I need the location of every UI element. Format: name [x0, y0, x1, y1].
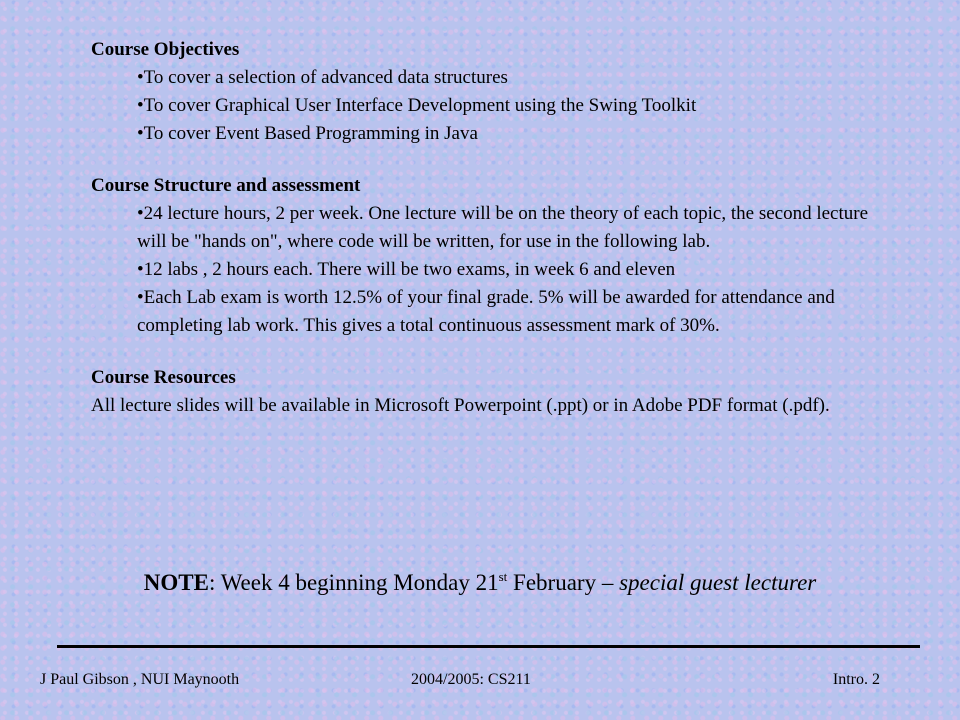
- list-item: •24 lecture hours, 2 per week. One lecture will be on the theory of each topic, the second lecture will be "hands on", where code will be written, for use in the following lab.: [137, 203, 869, 252]
- footer-course: 2004/2005: CS211: [411, 671, 531, 688]
- list-item: •To cover Event Based Programming in Java: [137, 123, 478, 144]
- spacer: [91, 340, 901, 364]
- footer-author: J Paul Gibson , NUI Maynooth: [40, 671, 240, 688]
- note-line: [0, 566, 960, 600]
- objectives-list: [91, 64, 901, 148]
- list-item: •To cover Graphical User Interface Development using the Swing Toolkit: [137, 95, 697, 116]
- footer-page: Intro. 2: [832, 671, 880, 688]
- structure-list: [91, 200, 901, 340]
- list-item: •Each Lab exam is worth 12.5% of your final grade. 5% will be awarded for attendance and completing lab work. This gives a total continuous assessment mark of 30%.: [137, 287, 835, 336]
- note-emphasis: special guest lecturer: [619, 570, 817, 595]
- list-item: •To cover a selection of advanced data structures: [137, 67, 508, 88]
- resources-heading: Course Resources: [91, 367, 236, 388]
- list-item: •12 labs , 2 hours each. There will be two exams, in week 6 and eleven: [137, 259, 676, 280]
- note-text: Week 4 beginning Monday 21: [220, 570, 499, 595]
- objectives-heading: Course Objectives: [91, 39, 240, 60]
- slide-content: [91, 36, 901, 420]
- spacer: [91, 148, 901, 172]
- note-superscript: st: [498, 569, 508, 584]
- note-colon: :: [208, 570, 221, 595]
- resources-text: All lecture slides will be available in Microsoft Powerpoint (.ppt) or in Adobe PDF format (.pdf).: [91, 395, 830, 416]
- note-label: NOTE: [143, 570, 209, 595]
- note-text-after: February –: [507, 570, 620, 595]
- structure-heading: Course Structure and assessment: [91, 175, 361, 196]
- footer-divider: [57, 645, 920, 648]
